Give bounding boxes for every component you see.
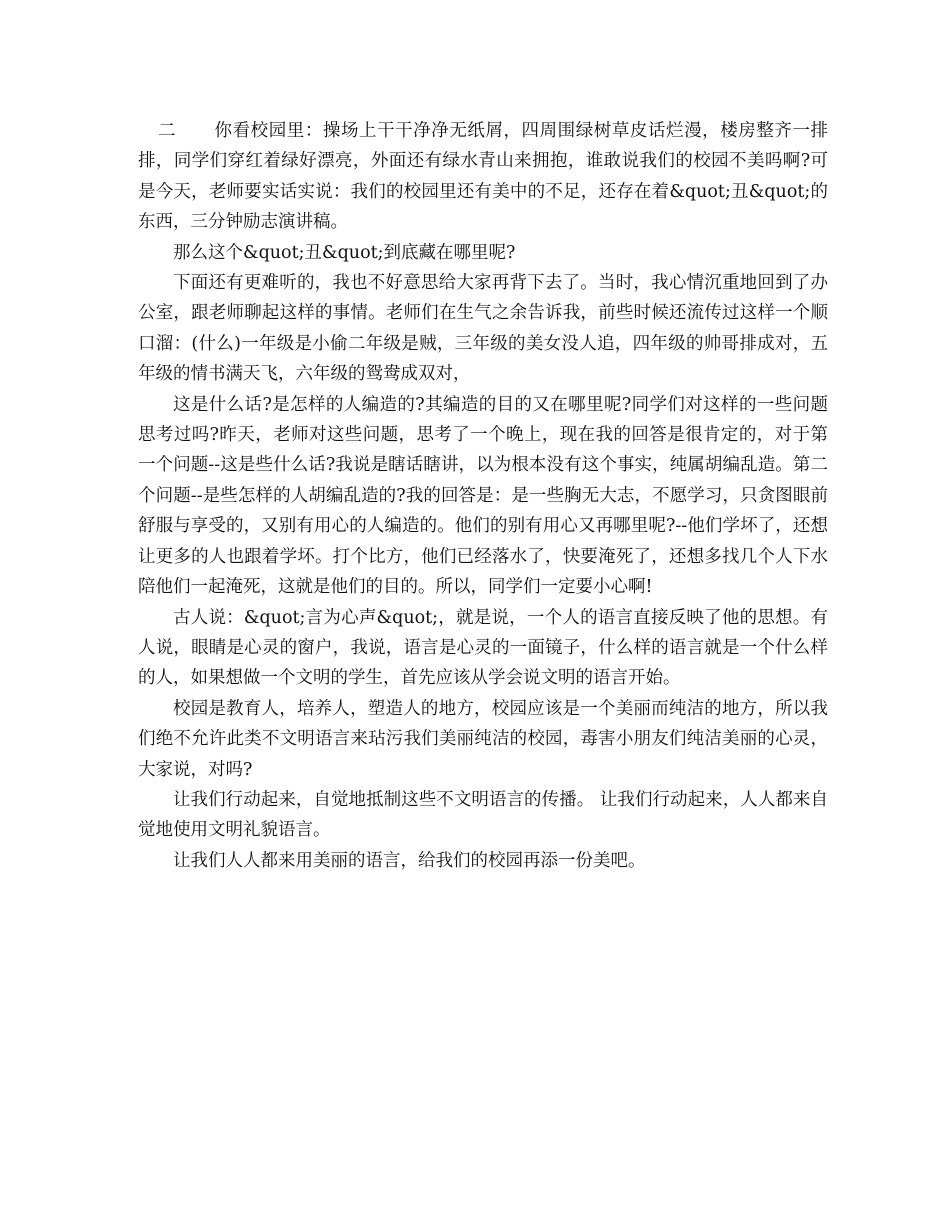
paragraph-closing: 让我们人人都来用美丽的语言，给我们的校园再添一份美吧。: [173, 850, 646, 871]
paragraph-rhyme: 下面还有更难听的，我也不好意思给大家再背下去了。当时，我心情沉重地回到了办公室，跟老师聊起这样的事情。老师们在生气之余告诉我，前些时候还流传过这样一个顺口溜：(什么)一年级是小偷二年级是贼，三年级的美女没人追，四年级的帅哥排成对，五年级的情书满天飞，六年级的鸳鸯成双对，: [138, 273, 828, 385]
paragraph-analysis: 这是什么话?是怎样的人编造的?其编造的目的又在哪里呢?同学们对这样的一些问题思考过吗?昨天，老师对这些问题，思考了一个晚上，现在我的回答是很肯定的，对于第一个问题--这是些什么话?我说是瞎话瞎讲，以为根本没有这个事实，纯属胡编乱造。第二个问题--是些怎样的人胡编乱造的?我的回答是：是一些胸无大志，不愿学习，只贪图眼前舒服与享受的，又别有用心的人编造的。他们的别有用心又再哪里呢?--他们学坏了，还想让更多的人也跟着学坏。打个比方，他们已经落水了，快要淹死了，还想多找几个人下水陪他们一起淹死，这就是他们的目的。所以，同学们一定要小心啊!: [138, 394, 828, 598]
document-body: [138, 116, 828, 876]
paragraph-quote: 古人说：&quot;言为心声&quot;，就是说，一个人的语言直接反映了他的思想。有人说，眼睛是心灵的窗户，我说，语言是心灵的一面镜子，什么样的语言就是一个什么样的人，如果想做一个文明的学生，首先应该从学会说文明的语言开始。: [138, 607, 828, 689]
paragraph-question: 那么这个&quot;丑&quot;到底藏在哪里呢?: [173, 242, 516, 263]
paragraph-call-to-action: 让我们行动起来，自觉地抵制这些不文明语言的传播。 让我们行动起来，人人都来自觉地使用文明礼貌语言。: [138, 789, 828, 841]
paragraph-intro-text: 你看校园里：操场上干干净净无纸屑，四周围绿树草皮话烂漫，楼房整齐一排排，同学们穿红着绿好漂亮，外面还有绿水青山来拥抱，谁敢说我们的校园不美吗啊?可是今天，老师要实话实说：我们的校园里还有美中的不足，还存在着&quot;丑&quot;的东西，三分钟励志演讲稿。: [138, 121, 828, 233]
paragraph-intro: [138, 116, 828, 238]
paragraph-campus: 校园是教育人，培养人，塑造人的地方，校园应该是一个美丽而纯洁的地方，所以我们绝不允许此类不文明语言来玷污我们美丽纯洁的校园，毒害小朋友们纯洁美丽的心灵，大家说，对吗?: [138, 698, 828, 780]
section-marker: 二: [158, 121, 176, 141]
